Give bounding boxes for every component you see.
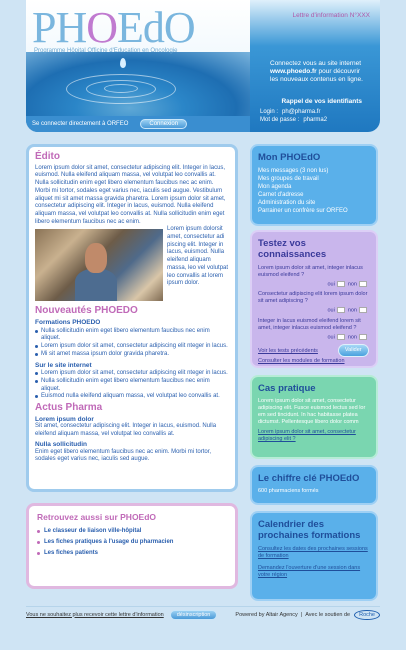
roche-logo: Roche — [354, 610, 380, 620]
also-link-fiches-patients[interactable]: Les fiches patients — [37, 550, 227, 556]
connexion-button[interactable]: Connexion — [140, 119, 187, 129]
oui-checkbox[interactable] — [337, 334, 345, 340]
news-sec1-title: Formations PHOEDO — [35, 319, 101, 327]
connect-text: Connectez vous au site internet www.phoedo.fr pour découvrir les nouveaux contenus en ligne. — [270, 60, 363, 83]
actus-title: Actus Pharma — [35, 402, 103, 414]
also-link-fiches-pratiques[interactable]: Les fiches pratiques à l'usage du pharmacien — [37, 539, 227, 545]
footer: Vous ne souhaitez plus recevoir cette lettre d'information désinscription Powered by Altair Agency | Avec le soutien de Roche — [26, 606, 380, 622]
list-item[interactable]: Nulla sollicitudin enim eget libero elementum faucibus nec enim aliquet. — [35, 328, 229, 343]
header — [26, 0, 380, 132]
cas-text: Lorem ipsum dolor sit amet, consectetur adipiscing elit. Fusce euismod lectus sed lor em sed tincidunt. In hac habitasse platea dictumst. Pellentesque libero dolor comm — [258, 398, 366, 425]
dates-link[interactable]: Consultez les dates des prochaines sessions de formation — [258, 546, 368, 559]
also-title: Retrouvez aussi sur PHOEdO — [37, 512, 157, 522]
agenda-link[interactable]: Mon agenda — [258, 184, 292, 190]
news-sec2-list — [35, 370, 229, 401]
chiffre-box — [250, 465, 378, 505]
mon-title: Mon PHOEdO — [258, 152, 321, 163]
tagline: Programme Hôpital Officine d'Education en Oncologie — [34, 48, 178, 54]
news-title: Nouveautés PHOEDO — [35, 305, 138, 317]
password-value: pharma2 — [303, 117, 328, 123]
test-title: Testez vos connaissances — [258, 238, 327, 260]
quiz-box: Testez vos connaissances Lorem ipsum dolor sit amet, integer inlacus euismod eleifend ? oui non Consectetur adipiscing elit lorem ipsum dolor sit amet adipiscing ? oui non Integer in lacus euismod eleifend lorem sit amet, integer inlacus euismod eleifend ? oui non Voir les tests précédents Valider Consulter les modules de formation — [250, 230, 378, 368]
admin-link[interactable]: Administration du site — [258, 200, 316, 206]
quiz-question: Consectetur adipiscing elit lorem ipsum dolor sit amet adipiscing ? — [258, 291, 368, 305]
also-link-classeur[interactable]: Le classeur de liaison ville-hôpital — [37, 528, 227, 534]
actus-text1: Sit amet, consectetur adipiscing elit. Integer in lacus, euismod. Nulla eleifend aliquam massa, vel volutpat leo convallis at. — [35, 423, 217, 438]
photo-caption: Lorem ipsum dolorsit amet, consectetur adi piscing elit. Integer in lacus, euismod. Nulla eleifend aliquam massa, leo vel volutpat leo convallis at lorem ipsum dolor. — [167, 226, 229, 287]
cas-link[interactable]: Lorem ipsum dolor sit amet, consectetur adipiscing elit ? — [258, 429, 356, 442]
orfeo-bar — [26, 116, 250, 132]
main-content — [26, 144, 238, 492]
calendrier-box — [250, 511, 378, 601]
oui-checkbox[interactable] — [337, 307, 345, 313]
chiffre-title: Le chiffre clé PHOEdO — [258, 473, 360, 484]
also-box — [26, 503, 238, 589]
list-item[interactable]: Lorem ipsum dolor sit amet, consectetur adipiscing elit nteger in lacus. — [35, 343, 229, 351]
messages-link[interactable]: Mes messages (3 non lus) — [258, 168, 329, 174]
unsubscribe-button[interactable]: désinscription — [170, 610, 218, 620]
modules-link[interactable]: Consulter les modules de formation — [258, 358, 345, 365]
oui-checkbox[interactable] — [337, 281, 345, 287]
mon-phoedo-box — [250, 144, 378, 226]
actus-sub1: Lorem ipsum dolor — [35, 415, 94, 423]
non-checkbox[interactable] — [359, 307, 367, 313]
cas-pratique-box — [250, 375, 378, 459]
login-value: ph@pharma.fr — [282, 109, 321, 115]
list-item[interactable]: Nulla sollicitudin enim eget libero elementum faucibus nec enim aliquet. — [35, 378, 229, 393]
list-item[interactable]: Lorem ipsum dolor sit amet, consectetur adipiscing elit nteger in lacus. — [35, 370, 229, 378]
groupes-link[interactable]: Mes groupes de travail — [258, 176, 319, 182]
orfeo-text: Se connecter directement à ORFEO — [32, 121, 129, 127]
session-request-link[interactable]: Demandez l'ouverture d'une session dans votre région — [258, 565, 361, 578]
powered-by: Powered by Altair Agency — [235, 611, 298, 618]
cas-title: Cas pratique — [258, 383, 316, 394]
list-item[interactable]: Mi sit amet massa ipsum dolor gravida pharetra. — [35, 351, 229, 359]
non-checkbox[interactable] — [359, 334, 367, 340]
actus-text2: Enim eget libero elementum faucibus nec ac enim. Morbi mi tortor, sodales eget varius nec, iaculis sed augue. — [35, 448, 212, 463]
list-item[interactable]: Euismod nulla eleifend aliquam massa, vel volutpat leo convallis at. — [35, 393, 229, 401]
logo: PHOEdO — [32, 3, 195, 52]
support-text: Avec le soutien de — [305, 611, 351, 618]
news-sec2-title: Sur le site internet — [35, 361, 92, 369]
previous-tests-link[interactable]: Voir les tests précédents — [258, 348, 318, 355]
ids: Login : ph@pharma.fr Mot de passe : pharma2 — [260, 109, 328, 123]
chiffre-text: 600 pharmaciens formés — [258, 488, 319, 494]
pharmacist-photo — [35, 229, 163, 301]
letter-number: Lettre d'information N°XXX — [292, 12, 370, 19]
quiz-question: Lorem ipsum dolor sit amet, integer inlacus euismod eleifend ? — [258, 265, 363, 278]
non-checkbox[interactable] — [359, 281, 367, 287]
edito-title: Édito — [35, 151, 60, 162]
cal-title: Calendrier des prochaines formations — [258, 519, 361, 541]
ids-title: Rappel de vos identifiants — [281, 98, 362, 105]
site-link[interactable]: www.phoedo.fr — [270, 68, 317, 75]
news-sec1-list — [35, 328, 229, 359]
quiz-question: Integer in lacus euismod eleifend lorem sit amet, integer inlacus euismod eleifend ? — [258, 317, 361, 331]
unsubscribe-text: Vous ne souhaitez plus recevoir cette lettre d'information — [26, 611, 164, 618]
actus-sub2: Nulla sollicitudin — [35, 440, 88, 448]
valider-button[interactable]: Valider — [338, 344, 369, 357]
carnet-link[interactable]: Carnet d'adresse — [258, 192, 304, 198]
parrainer-link[interactable]: Parrainer un confrère sur ORFEO — [258, 208, 348, 214]
edito-text: Lorem ipsum dolor sit amet, consectetur adipiscing elit. Integer in lacus, euismod. Nulla eleifend aliquam massa, vel volutpat leo convallis at. Nulla sollicitudin enim eget libero elementum faucibus nec ac enim. Morbi mi tortor, sodales eget varius nec, iaculis sed augue. Vestibulum aliquet mi sit amet massa gravida pharetra. Lorem ipsum dolor sit amet, consectetur adipiscing elit. Integer in lacus, euismod. Nulla eleifend aliquam massa, vel volutpat leo convallis at. Nulla sollicitudin enim eget libero elementum faucibus nec ac enim. — [35, 164, 226, 225]
